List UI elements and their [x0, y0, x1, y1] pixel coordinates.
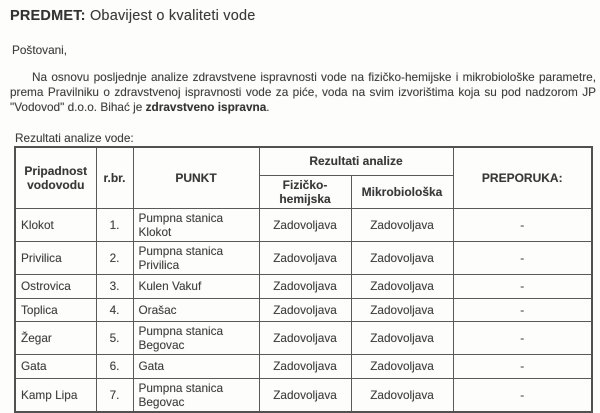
table-row: [15, 298, 592, 321]
header-rbr: r.br.: [96, 147, 133, 208]
cell-vodovod: Ostrovica: [15, 274, 96, 298]
cell-preporuka: -: [453, 298, 592, 321]
cell-fizicko-hemijska: Zadovoljava: [259, 208, 351, 241]
cell-vodovod: Klokot: [15, 208, 96, 241]
cell-preporuka: -: [453, 378, 592, 412]
cell-fizicko-hemijska: Zadovoljava: [259, 274, 351, 298]
cell-punkt: Gata: [133, 354, 259, 378]
cell-mikrobioloska: Zadovoljava: [351, 354, 453, 378]
subject-text: Obavijest o kvaliteti vode: [89, 8, 256, 24]
cell-vodovod: Kamp Lipa: [15, 378, 96, 412]
table-row: [15, 321, 592, 354]
cell-fizicko-hemijska: Zadovoljava: [259, 298, 351, 321]
cell-preporuka: -: [453, 208, 592, 241]
table-header: [15, 147, 592, 208]
table-row: [15, 378, 592, 412]
cell-punkt: Pumpna stanica Begovac: [133, 378, 259, 412]
subject-line: [10, 8, 256, 24]
cell-punkt: Pumpna stanica Privilica: [133, 241, 259, 274]
table-row: [15, 274, 592, 298]
cell-rbr: 3.: [96, 274, 133, 298]
cell-fizicko-hemijska: Zadovoljava: [259, 241, 351, 274]
cell-rbr: 5.: [96, 321, 133, 354]
header-rezultati-analize-group: Rezultati analize: [259, 147, 453, 175]
paragraph-period: .: [266, 100, 270, 114]
paragraph-bold-text: zdravstveno ispravna: [145, 100, 267, 114]
paragraph-text: Na osnovu posljednje analize zdravstvene ispravnosti vode na fizičko-hemijske i mikrobiološke parametre, prema Pravilniku o zdravstvenoj ispravnosti vode za piće, voda na svim izvorištima koja su pod nadzorom JP "Vodovod" d.o.o. Bihać je: [10, 70, 596, 114]
table-row: [15, 354, 592, 378]
table-caption: Rezultati analize vode:: [15, 131, 134, 145]
cell-punkt: Orašac: [133, 298, 259, 321]
header-pripadnost-vodovodu: Pripadnost vodovodu: [15, 147, 96, 208]
cell-preporuka: -: [453, 321, 592, 354]
cell-mikrobioloska: Zadovoljava: [351, 241, 453, 274]
table-row: [15, 241, 592, 274]
cell-punkt: Kulen Vakuf: [133, 274, 259, 298]
cell-punkt: Pumpna stanica Klokot: [133, 208, 259, 241]
cell-mikrobioloska: Zadovoljava: [351, 321, 453, 354]
cell-preporuka: -: [453, 354, 592, 378]
cell-rbr: 2.: [96, 241, 133, 274]
cell-preporuka: -: [453, 274, 592, 298]
body-paragraph: [10, 70, 596, 115]
header-fizicko-hemijska: Fizičko-hemijska: [259, 175, 351, 208]
cell-rbr: 1.: [96, 208, 133, 241]
results-table: [14, 146, 593, 413]
cell-fizicko-hemijska: Zadovoljava: [259, 378, 351, 412]
table-row: [15, 208, 592, 241]
table-body: [15, 208, 592, 412]
cell-preporuka: -: [453, 241, 592, 274]
cell-mikrobioloska: Zadovoljava: [351, 378, 453, 412]
subject-label: PREDMET:: [10, 8, 86, 24]
cell-punkt: Pumpna stanica Begovac: [133, 321, 259, 354]
cell-mikrobioloska: Zadovoljava: [351, 298, 453, 321]
cell-rbr: 6.: [96, 354, 133, 378]
cell-vodovod: Toplica: [15, 298, 96, 321]
cell-vodovod: Privilica: [15, 241, 96, 274]
header-preporuka: PREPORUKA:: [453, 147, 592, 208]
cell-rbr: 4.: [96, 298, 133, 321]
salutation: Poštovani,: [12, 43, 68, 57]
cell-mikrobioloska: Zadovoljava: [351, 208, 453, 241]
cell-vodovod: Gata: [15, 354, 96, 378]
cell-rbr: 7.: [96, 378, 133, 412]
header-mikrobioloska: Mikrobiološka: [351, 175, 453, 208]
cell-fizicko-hemijska: Zadovoljava: [259, 321, 351, 354]
header-punkt: PUNKT: [133, 147, 259, 208]
cell-fizicko-hemijska: Zadovoljava: [259, 354, 351, 378]
cell-vodovod: Žegar: [15, 321, 96, 354]
cell-mikrobioloska: Zadovoljava: [351, 274, 453, 298]
